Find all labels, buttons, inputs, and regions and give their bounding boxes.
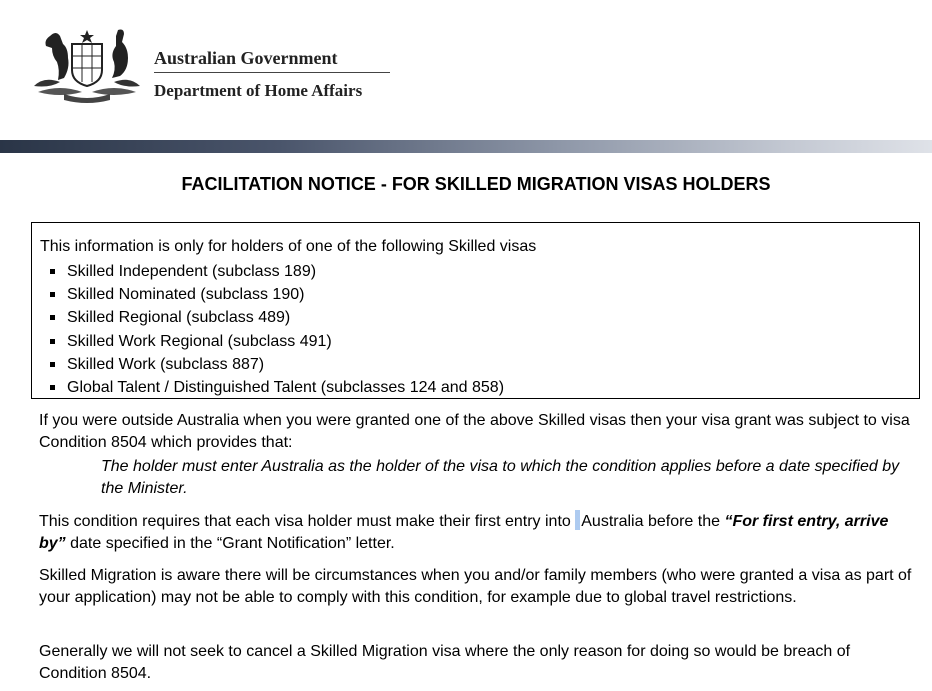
document-title: FACILITATION NOTICE - FOR SKILLED MIGRATION VISAS HOLDERS (181, 174, 771, 194)
eligible-visas-box (31, 222, 920, 399)
first-entry-text-end: date specified in the “Grant Notification” letter. (65, 535, 395, 552)
coat-of-arms-icon (30, 26, 144, 104)
bullet-icon (50, 269, 55, 274)
first-entry-text-start: This condition requires that each visa holder must make their first entry into (39, 513, 576, 530)
header-divider (154, 72, 390, 73)
paragraph-cancellation: Generally we will not seek to cancel a Skilled Migration visa where the only reason for doing so would be breach of Condition 8504. (39, 643, 851, 682)
paragraph-first-entry (39, 510, 919, 555)
list-item (32, 283, 504, 306)
bullet-icon (50, 385, 55, 390)
first-entry-text-middle: Australia before the (581, 513, 725, 530)
letterhead (0, 0, 932, 140)
list-item (32, 260, 504, 283)
list-item (32, 330, 504, 353)
list-item (32, 353, 504, 376)
list-item (32, 376, 504, 399)
eligible-visas-intro: This information is only for holders of one of the following Skilled visas (40, 238, 537, 255)
government-name: Australian Government (154, 48, 338, 68)
bullet-icon (50, 339, 55, 344)
visa-label: Global Talent / Distinguished Talent (subclasses 124 and 858) (67, 378, 505, 396)
text-cursor-highlight (575, 510, 580, 530)
bullet-icon (50, 362, 55, 367)
visa-label: Skilled Regional (subclass 489) (67, 309, 291, 327)
visa-label: Skilled Nominated (subclass 190) (67, 286, 305, 304)
visa-label: Skilled Work Regional (subclass 491) (67, 332, 332, 350)
condition-quote: The holder must enter Australia as the holder of the visa to which the condition applies before a date specified by the Minister. (101, 458, 900, 497)
paragraph-condition-intro: If you were outside Australia when you were granted one of the above Skilled visas then your visa grant was subject to visa Condition 8504 which provides that: (39, 412, 910, 451)
visa-label: Skilled Independent (subclass 189) (67, 263, 317, 280)
visa-list (32, 260, 504, 399)
first-entry-emphasis: “For first entry, arrive by” (39, 513, 889, 552)
header-gradient-bar (0, 140, 932, 153)
department-name: Department of Home Affairs (154, 81, 363, 100)
bullet-icon (50, 292, 55, 297)
visa-label: Skilled Work (subclass 887) (67, 355, 265, 373)
list-item (32, 306, 504, 329)
bullet-icon (50, 315, 55, 320)
paragraph-circumstances: Skilled Migration is aware there will be circumstances when you and/or family members (who were granted a visa as part of your application) may not be able to comply with this condition, for example due to global travel restrictions. (39, 567, 912, 606)
